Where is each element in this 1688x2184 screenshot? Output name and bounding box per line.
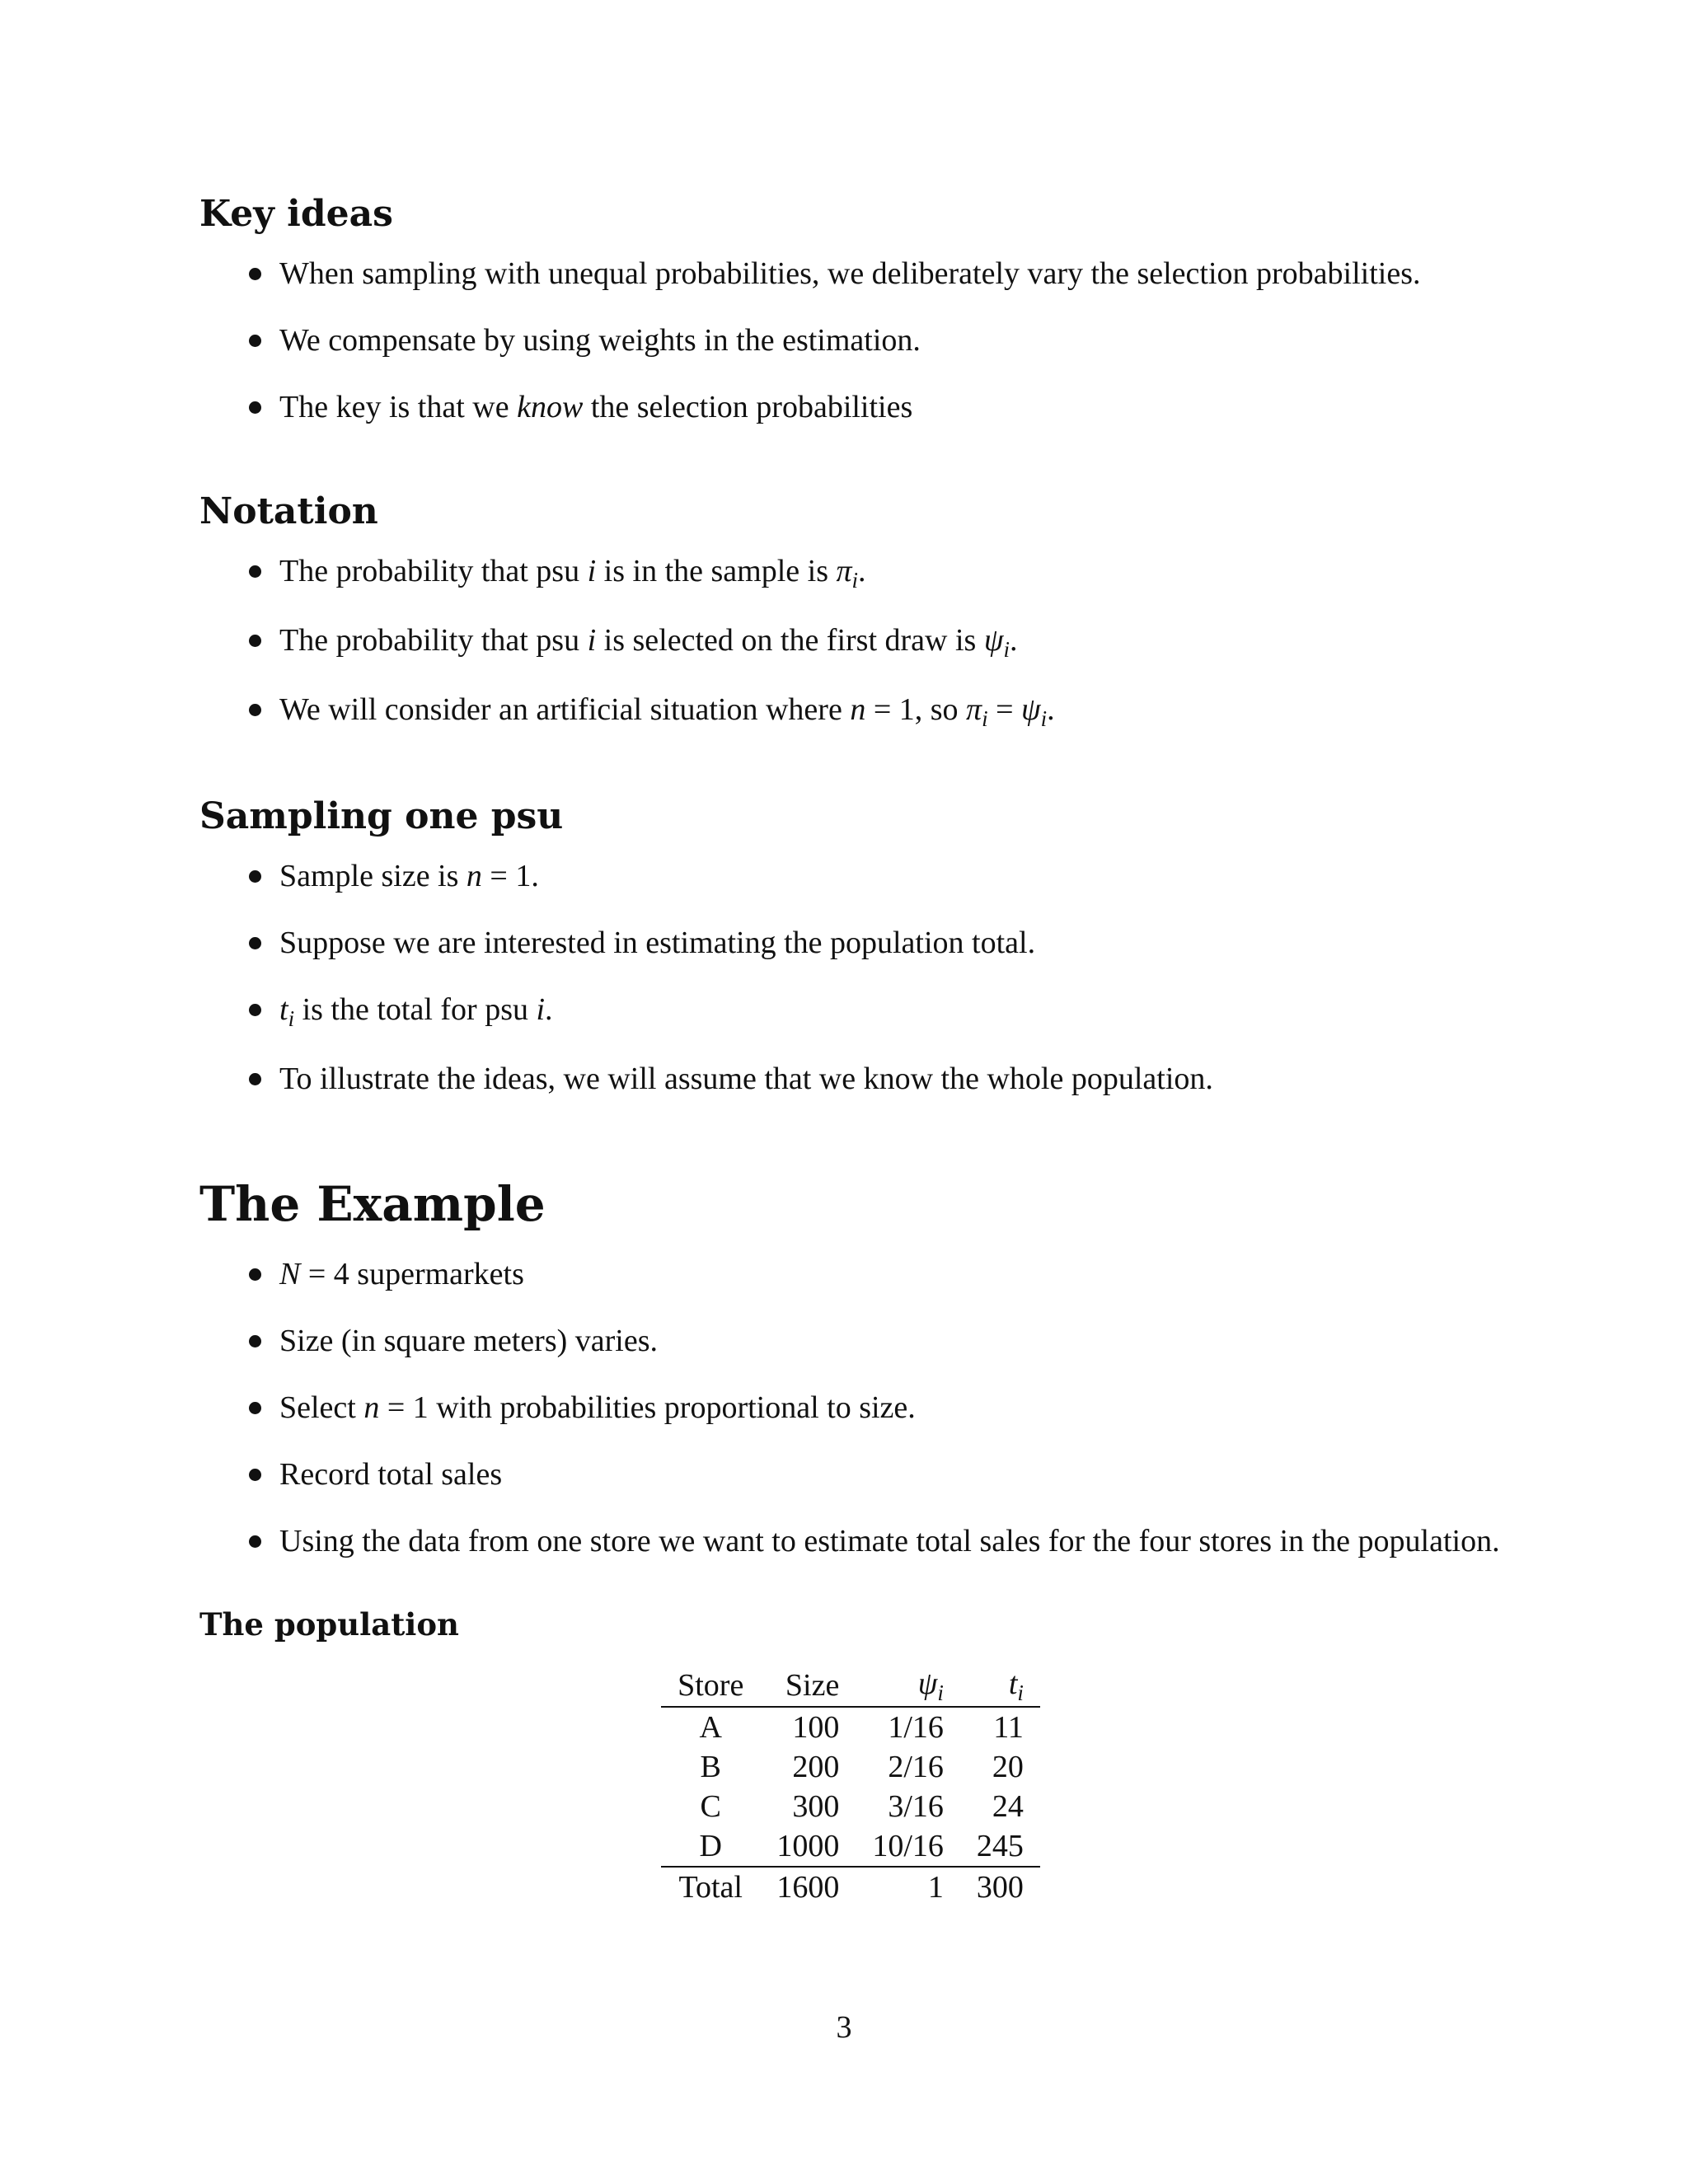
- population-heading: The population: [199, 1606, 459, 1643]
- key-ideas-list: [199, 254, 1502, 427]
- text: is in the sample is: [596, 554, 837, 588]
- table-row: [661, 1707, 1040, 1747]
- cell-psi: 1: [927, 1870, 944, 1905]
- cell-psi: 1/16: [888, 1710, 944, 1745]
- notation-heading: Notation: [199, 490, 378, 532]
- math-pi: π: [966, 692, 982, 727]
- cell-store: A: [699, 1710, 722, 1745]
- cell-t: 245: [976, 1829, 1024, 1863]
- cell-size: 100: [792, 1710, 840, 1745]
- cell-store: C: [700, 1789, 721, 1824]
- text: the selection probabilities: [583, 390, 913, 424]
- table-row: [661, 1747, 1040, 1787]
- text: Select: [279, 1390, 364, 1425]
- list-item: We compensate by using weights in the estimation.: [199, 321, 1502, 360]
- list-item: $t_i$ is the total for psu i.: [199, 990, 1502, 1032]
- math-N: N: [279, 1257, 301, 1291]
- cell-size: 300: [792, 1789, 840, 1824]
- list-item: When sampling with unequal probabilities, we deliberately vary the selection probabilities.: [199, 254, 1502, 293]
- key-ideas-heading: Key ideas: [199, 193, 393, 235]
- cell-store: Total: [678, 1870, 743, 1905]
- cell-psi: 2/16: [888, 1750, 944, 1784]
- math-n: n: [850, 692, 866, 727]
- cell-t: 24: [992, 1789, 1024, 1824]
- cell-psi: 10/16: [872, 1829, 944, 1863]
- page-content: [199, 191, 1502, 1907]
- math-subscript-i: i: [1003, 637, 1010, 662]
- table-row: [661, 1787, 1040, 1826]
- table-header-row: [661, 1664, 1040, 1707]
- text: We will consider an artificial situation where: [279, 692, 851, 727]
- cell-size: 1600: [776, 1870, 840, 1905]
- cell-t: 20: [992, 1750, 1024, 1784]
- example-list: [199, 1254, 1502, 1561]
- table-row: [661, 1826, 1040, 1867]
- text: = 1, so: [865, 692, 967, 727]
- list-item: Record total sales: [199, 1455, 1502, 1494]
- math-psi: ψ: [983, 623, 1004, 658]
- notation-list: [199, 551, 1502, 732]
- text: =: [987, 692, 1022, 727]
- cell-store: D: [699, 1829, 722, 1863]
- math-subscript-i: i: [982, 706, 988, 731]
- text: = 4 supermarkets: [300, 1257, 524, 1291]
- text: is selected on the first draw is: [596, 623, 984, 658]
- example-heading: The Example: [199, 1176, 546, 1232]
- table-total-row: [661, 1867, 1040, 1907]
- text: The probability that psu: [279, 623, 588, 658]
- sampling-list: [199, 856, 1502, 1099]
- math-n: n: [466, 859, 482, 893]
- column-header-size: Size: [785, 1667, 840, 1703]
- cell-t: 300: [976, 1870, 1024, 1905]
- cell-t: 11: [993, 1710, 1024, 1745]
- list-item: [199, 1254, 1502, 1294]
- list-item: [199, 387, 1502, 427]
- cell-size: 1000: [776, 1829, 840, 1863]
- text: Sample size is: [279, 859, 467, 893]
- cell-psi: 3/16: [888, 1789, 944, 1824]
- page-number: 3: [836, 2010, 852, 2045]
- text: = 1.: [481, 859, 539, 893]
- emphasis: know: [517, 390, 584, 424]
- math-subscript-i: i: [1040, 706, 1048, 731]
- text: The key is that we: [279, 390, 518, 424]
- list-item: The probability that psu i is in the sample is $\pi_i$.: [199, 551, 1502, 593]
- sampling-heading: Sampling one psu: [199, 795, 564, 837]
- text: The probability that psu: [279, 554, 588, 588]
- math-i: i: [587, 554, 597, 588]
- math-t: t: [1008, 1666, 1018, 1701]
- list-item: [199, 1388, 1502, 1427]
- math-subscript-i: i: [1017, 1680, 1024, 1705]
- cell-store: B: [700, 1750, 721, 1784]
- math-psi: ψ: [1021, 692, 1041, 727]
- list-item: The probability that psu i is selected on the first draw is $\psi_i$.: [199, 621, 1502, 663]
- math-i: i: [536, 992, 546, 1027]
- column-header-store: Store: [678, 1667, 744, 1703]
- math-subscript-i: i: [937, 1680, 944, 1705]
- math-n: n: [363, 1390, 380, 1425]
- list-item: Suppose we are interested in estimating the population total.: [199, 923, 1502, 963]
- list-item: To illustrate the ideas, we will assume that we know the whole population.: [199, 1059, 1502, 1099]
- text: is the total for psu: [294, 992, 537, 1027]
- math-pi: π: [836, 554, 852, 588]
- math-psi: ψ: [917, 1666, 938, 1701]
- column-header-psi: [856, 1664, 960, 1707]
- list-item: Size (in square meters) varies.: [199, 1321, 1502, 1361]
- list-item: [199, 856, 1502, 896]
- math-subscript-i: i: [851, 568, 859, 593]
- population-table: [661, 1664, 1040, 1907]
- math-subscript-i: i: [288, 1006, 295, 1031]
- list-item: We will consider an artificial situation where n = 1, so $\pi_i = \psi_i$.: [199, 690, 1502, 732]
- math-i: i: [587, 623, 597, 658]
- text: = 1 with probabilities proportional to size.: [379, 1390, 916, 1425]
- cell-size: 200: [792, 1750, 840, 1784]
- math-t: t: [279, 992, 288, 1027]
- list-item: Using the data from one store we want to estimate total sales for the four stores in the population.: [199, 1521, 1502, 1561]
- column-header-t: [960, 1664, 1040, 1707]
